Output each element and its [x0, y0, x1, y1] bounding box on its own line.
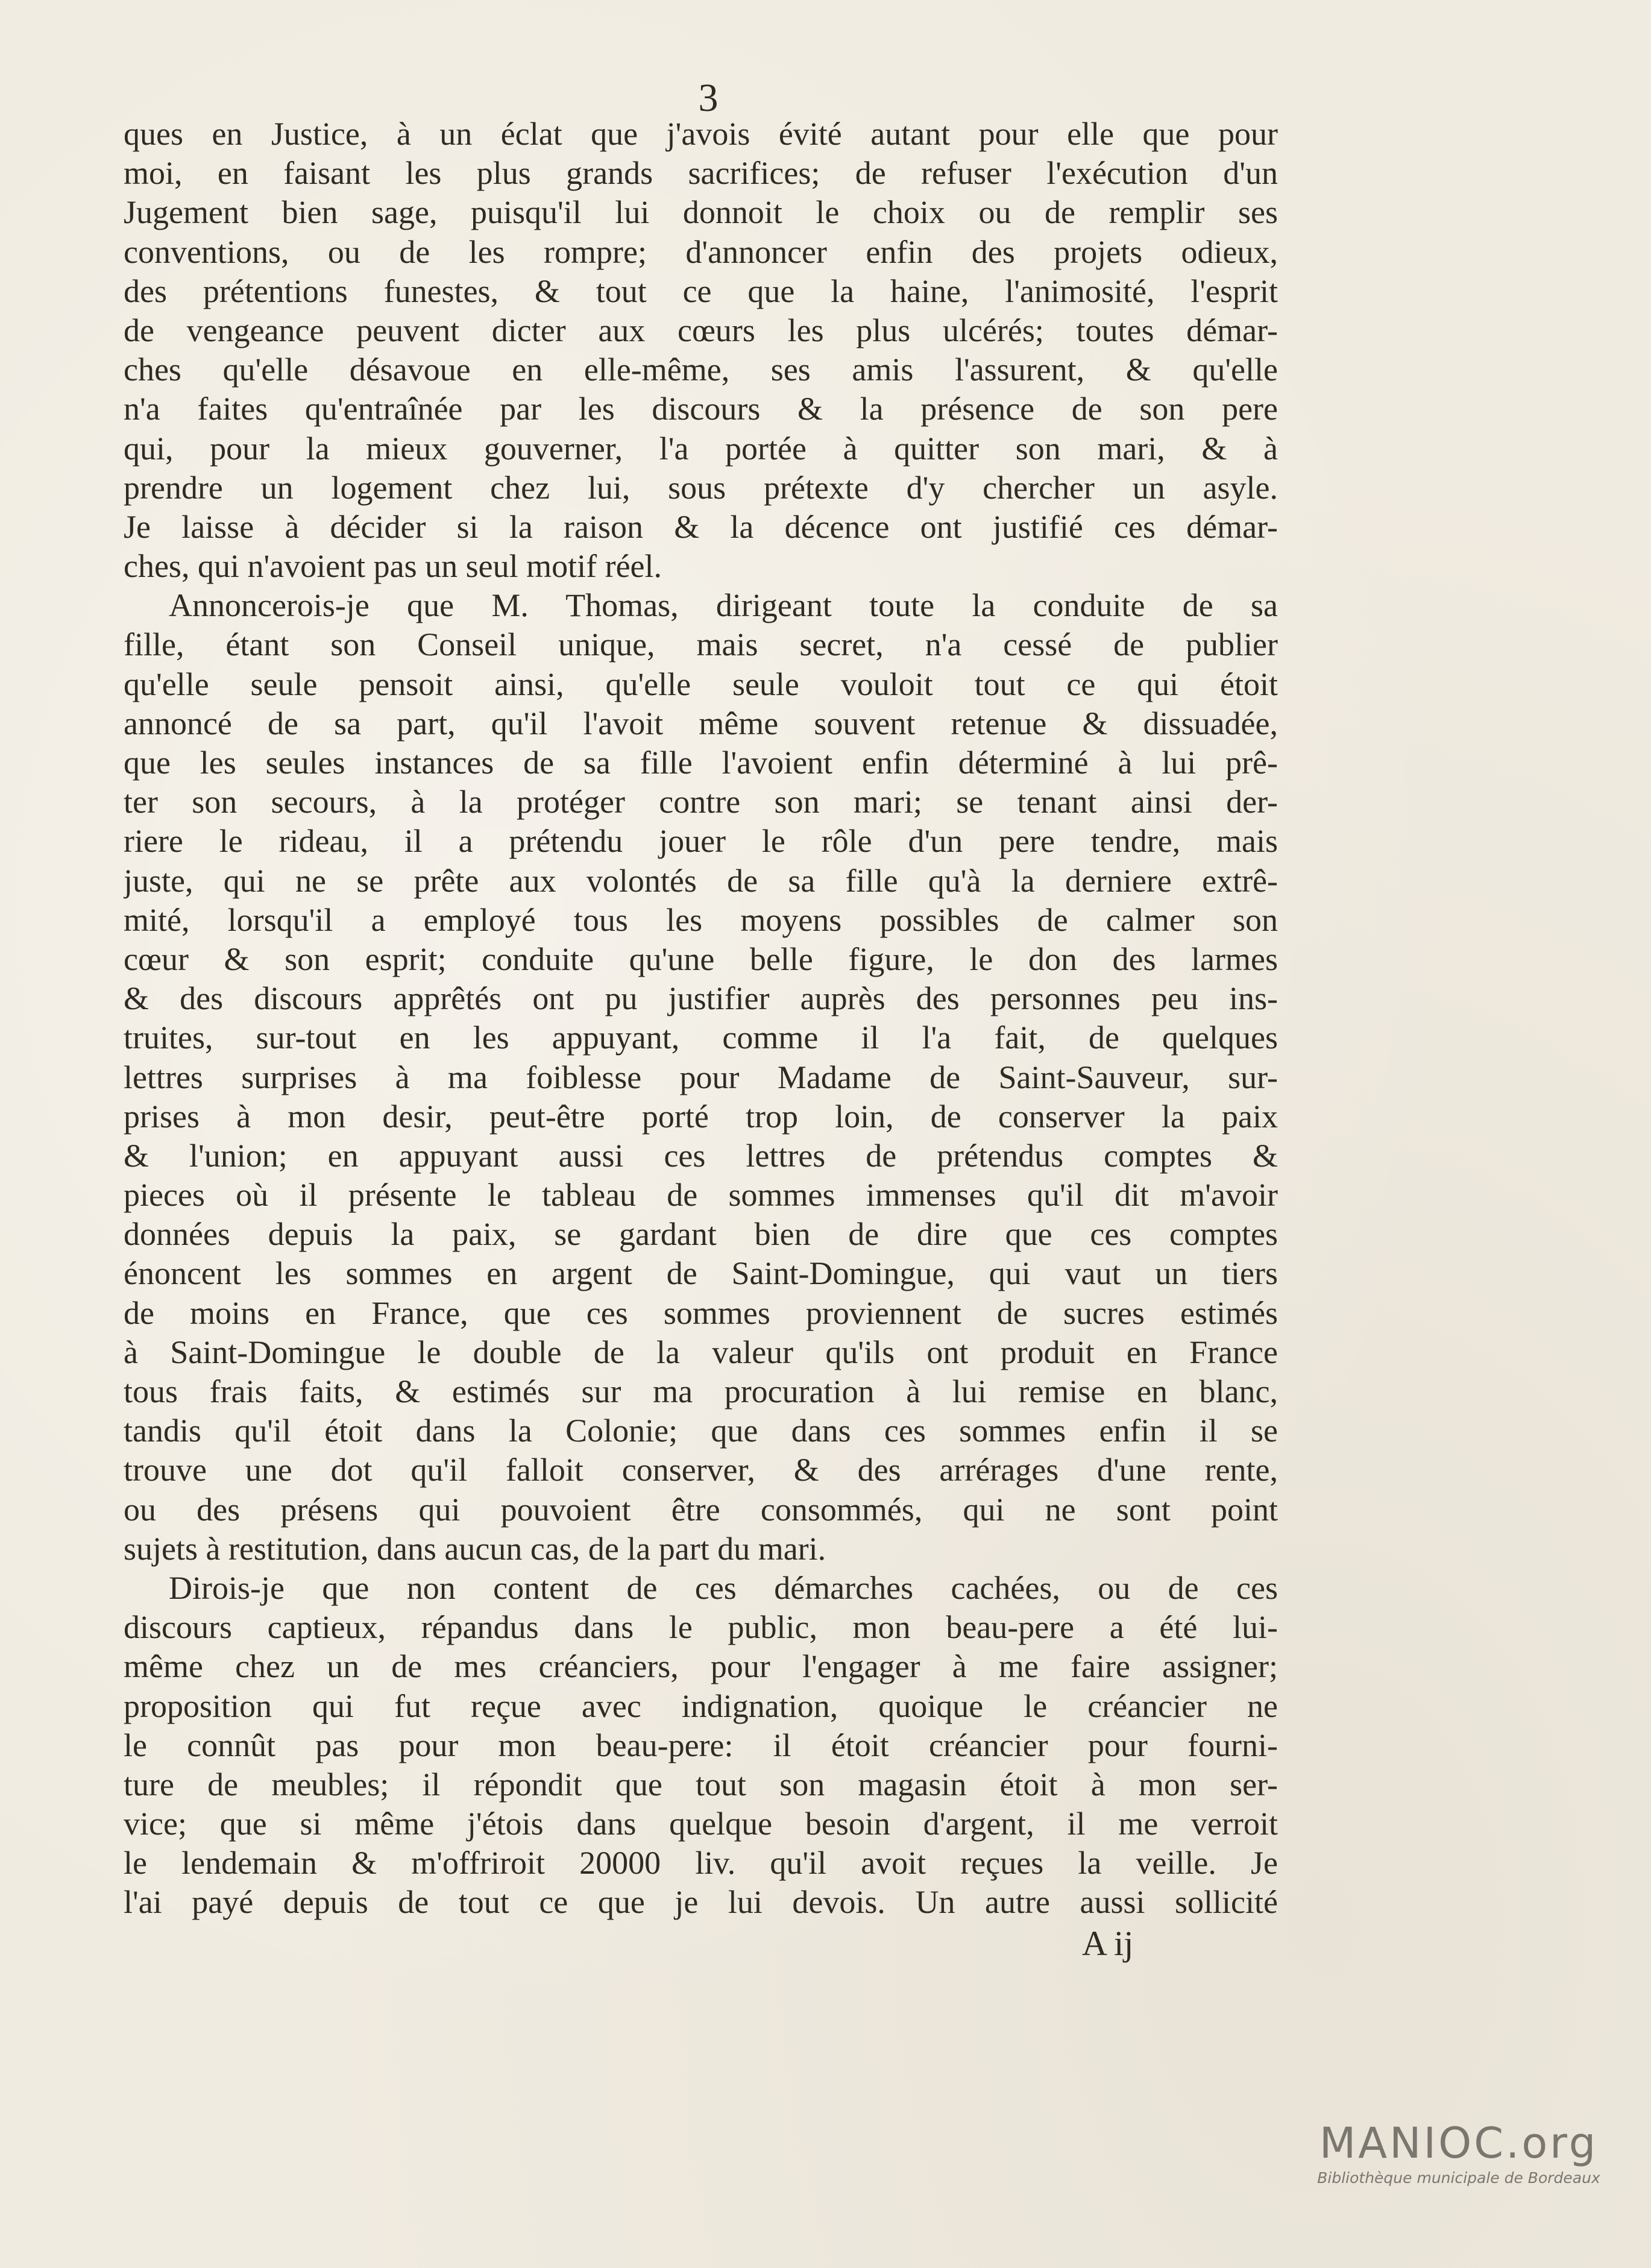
text-line: tous frais faits, & estimés sur ma procuration à lui remise en blanc,	[124, 1373, 1278, 1410]
body-text	[124, 115, 1278, 1923]
text-line: des prétentions funestes, & tout ce que la haine, l'animosité, l'esprit	[124, 272, 1278, 309]
text-line: Jugement bien sage, puisqu'il lui donnoit le choix ou de remplir ses	[124, 194, 1278, 231]
watermark	[1296, 2119, 1621, 2189]
text-line: Je laisse à décider si la raison & la décence ont justifié ces démar-	[124, 508, 1278, 545]
text-line: qu'elle seule pensoit ainsi, qu'elle seule vouloit tout ce qui étoit	[124, 666, 1278, 702]
text-line: ter son secours, à la protéger contre son mari; se tenant ainsi der-	[124, 784, 1278, 821]
text-line: conventions, ou de les rompre; d'annoncer enfin des projets odieux,	[124, 233, 1278, 270]
text-line: mité, lorsqu'il a employé tous les moyens possibles de calmer son	[124, 901, 1278, 938]
paragraph-end-line: ches, qui n'avoient pas un seul motif réel.	[124, 548, 662, 585]
text-line: ture de meubles; il répondit que tout son magasin étoit à mon ser-	[124, 1766, 1278, 1803]
text-line: tandis qu'il étoit dans la Colonie; que dans ces sommes enfin il se	[124, 1413, 1278, 1449]
text-line: & des discours apprêtés ont pu justifier auprès des personnes peu ins-	[124, 980, 1278, 1017]
text-line: pieces où il présente le tableau de sommes immenses qu'il dit m'avoir	[124, 1177, 1278, 1214]
text-line: ou des présens qui pouvoient être consommés, qui ne sont point	[124, 1491, 1278, 1528]
text-line: le connût pas pour mon beau-pere: il étoit créancier pour fourni-	[124, 1727, 1278, 1763]
text-line: n'a faites qu'entraînée par les discours & la présence de son pere	[124, 391, 1278, 427]
text-line: de moins en France, que ces sommes proviennent de sucres estimés	[124, 1294, 1278, 1331]
page-number: 3	[698, 76, 719, 120]
text-line: cœur & son esprit; conduite qu'une belle figure, le don des larmes	[124, 940, 1278, 977]
signature-mark: A ij	[1082, 1924, 1134, 1963]
text-line: fille, étant son Conseil unique, mais secret, n'a cessé de publier	[124, 626, 1278, 663]
text-line: de vengeance peuvent dicter aux cœurs les plus ulcérés; toutes démar-	[124, 312, 1278, 348]
paragraph-start-line: Annoncerois-je que M. Thomas, dirigeant toute la conduite de sa	[169, 587, 1278, 624]
text-line: même chez un de mes créanciers, pour l'engager à me faire assigner;	[124, 1648, 1278, 1685]
text-line: l'ai payé depuis de tout ce que je lui devois. Un autre aussi sollicité	[124, 1884, 1278, 1921]
text-line: prises à mon desir, peut-être porté trop loin, de conserver la paix	[124, 1098, 1278, 1135]
text-line: proposition qui fut reçue avec indignation, quoique le créancier ne	[124, 1687, 1278, 1724]
text-line: prendre un logement chez lui, sous prétexte d'y chercher un asyle.	[124, 469, 1278, 506]
text-line: discours captieux, répandus dans le public, mon beau-pere a été lui-	[124, 1609, 1278, 1646]
text-line: à Saint-Domingue le double de la valeur qu'ils ont produit en France	[124, 1334, 1278, 1370]
watermark-logo: MANIOC.org	[1319, 2118, 1599, 2168]
text-line: riere le rideau, il a prétendu jouer le rôle d'un pere tendre, mais	[124, 823, 1278, 860]
watermark-subtitle: Bibliothèque municipale de Bordeaux	[1317, 2169, 1600, 2187]
text-line: données depuis la paix, se gardant bien de dire que ces comptes	[124, 1216, 1278, 1253]
text-line: ques en Justice, à un éclat que j'avois évité autant pour elle que pour	[124, 116, 1278, 152]
text-line: ches qu'elle désavoue en elle-même, ses amis l'assurent, & qu'elle	[124, 351, 1278, 388]
text-line: & l'union; en appuyant aussi ces lettres de prétendus comptes &	[124, 1137, 1278, 1174]
text-line: lettres surprises à ma foiblesse pour Madame de Saint-Sauveur, sur-	[124, 1059, 1278, 1095]
text-line: trouve une dot qu'il falloit conserver, & des arrérages d'une rente,	[124, 1452, 1278, 1488]
text-line: que les seules instances de sa fille l'avoient enfin déterminé à lui prê-	[124, 745, 1278, 781]
text-line: annoncé de sa part, qu'il l'avoit même souvent retenue & dissuadée,	[124, 705, 1278, 742]
text-line: le lendemain & m'offriroit 20000 liv. qu'il avoit reçues la veille. Je	[124, 1845, 1278, 1882]
text-line: juste, qui ne se prête aux volontés de sa fille qu'à la derniere extrê-	[124, 862, 1278, 899]
paragraph-end-line: sujets à restitution, dans aucun cas, de la part du mari.	[124, 1530, 826, 1567]
text-line: truites, sur-tout en les appuyant, comme il l'a fait, de quelques	[124, 1019, 1278, 1056]
paragraph-start-line: Dirois-je que non content de ces démarches cachées, ou de ces	[169, 1569, 1278, 1606]
text-line: moi, en faisant les plus grands sacrifices; de refuser l'exécution d'un	[124, 155, 1278, 192]
text-line: vice; que si même j'étois dans quelque besoin d'argent, il me verroit	[124, 1806, 1278, 1842]
text-line: énoncent les sommes en argent de Saint-Domingue, qui vaut un tiers	[124, 1255, 1278, 1292]
text-line: qui, pour la mieux gouverner, l'a portée à quitter son mari, & à	[124, 430, 1278, 467]
